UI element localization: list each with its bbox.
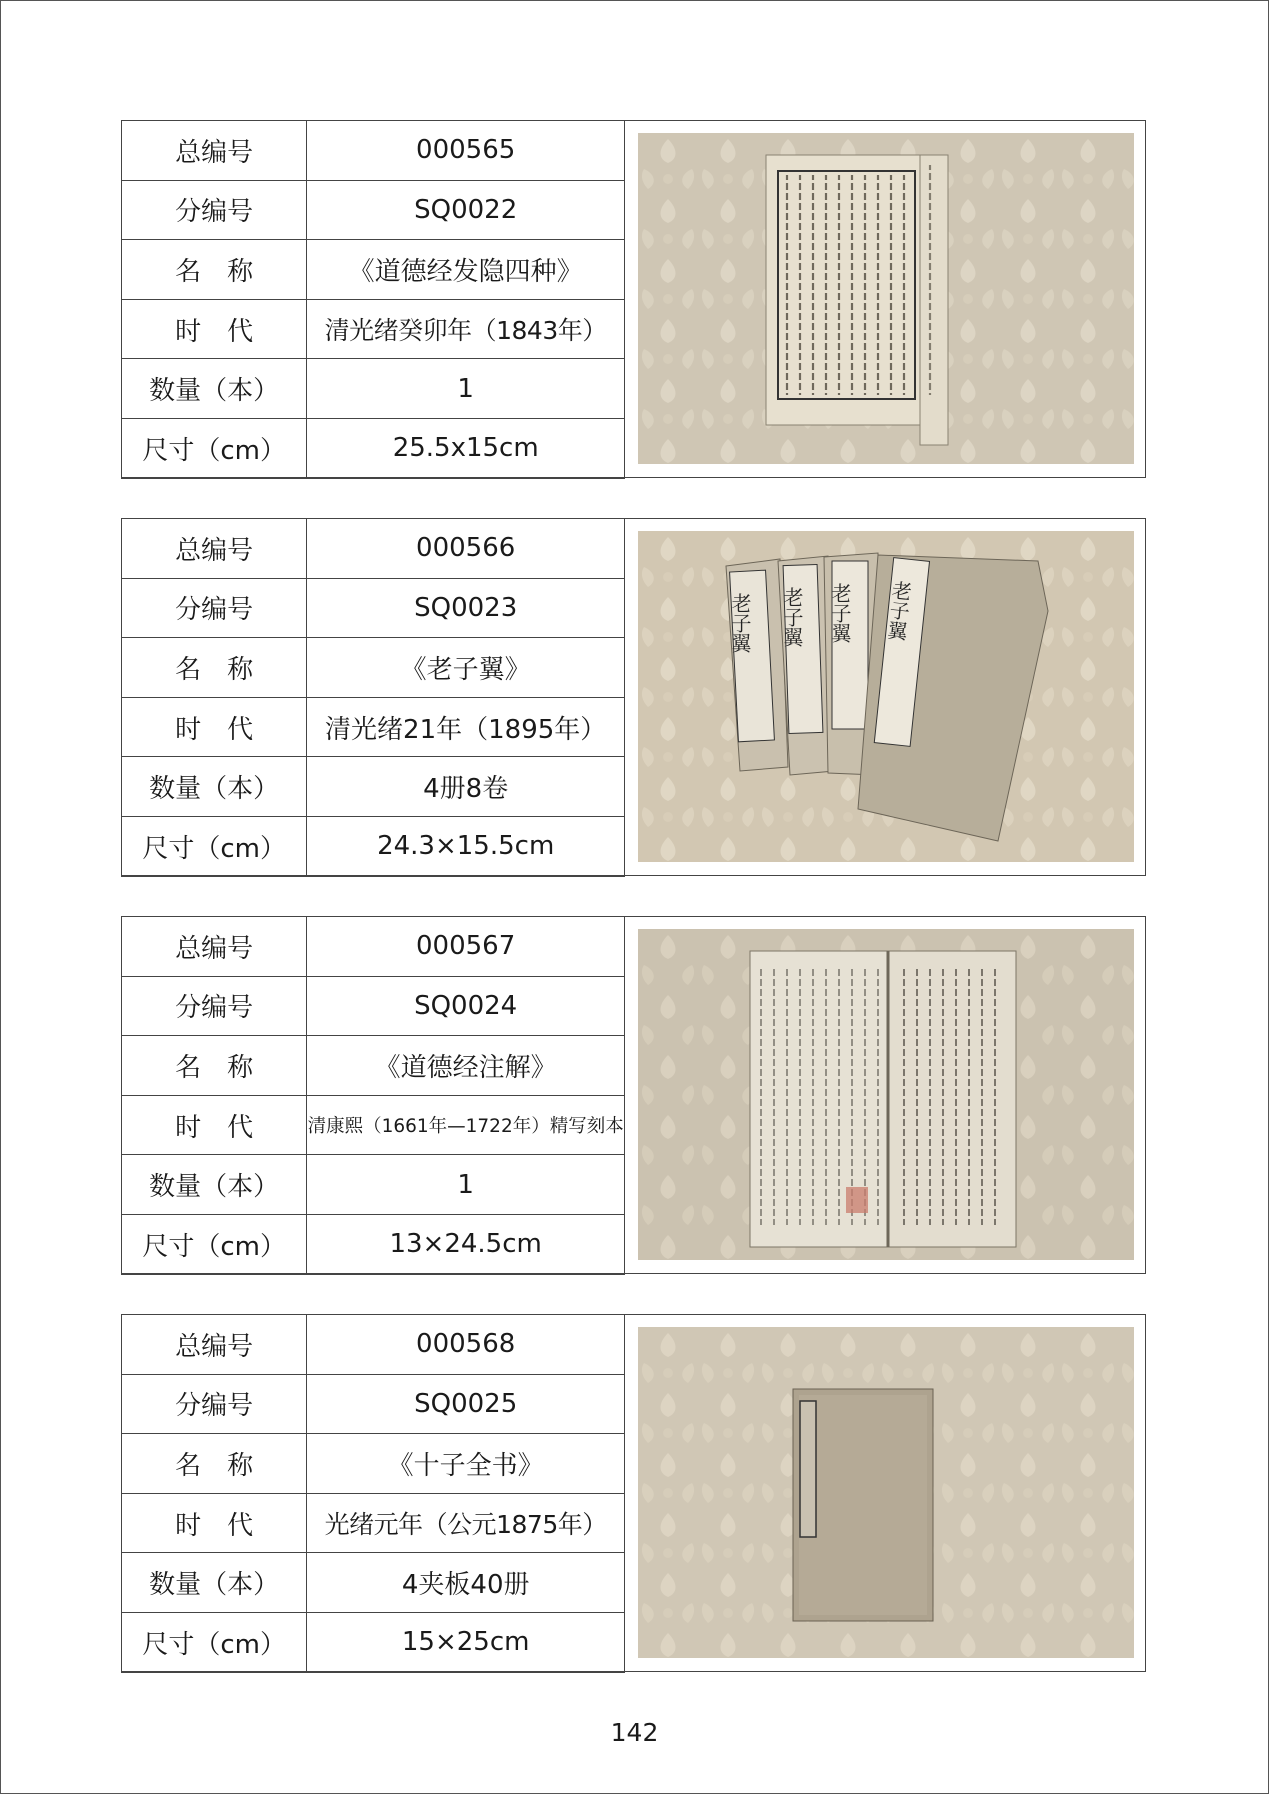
quantity-value: 4册8卷 <box>307 757 625 817</box>
name-label: 名 称 <box>122 1036 307 1096</box>
table-row <box>122 418 625 478</box>
quantity-value: 1 <box>307 359 625 419</box>
name-label: 名 称 <box>122 1434 307 1494</box>
size-value: 24.3×15.5cm <box>307 816 625 876</box>
name-value: 《道德经注解》 <box>307 1036 625 1096</box>
total-no-label: 总编号 <box>122 519 307 579</box>
size-label: 尺寸（cm） <box>122 418 307 478</box>
book-photo <box>638 1327 1134 1658</box>
record-table <box>121 916 625 1275</box>
record-card <box>121 916 1146 1274</box>
table-row <box>122 1036 625 1096</box>
table-row <box>122 917 625 977</box>
era-label: 时 代 <box>122 1493 307 1553</box>
size-value: 15×25cm <box>307 1612 625 1672</box>
table-row <box>122 697 625 757</box>
sub-no-label: 分编号 <box>122 578 307 638</box>
table-row <box>122 299 625 359</box>
total-no-value: 000567 <box>307 917 625 977</box>
sub-no-value: SQ0025 <box>307 1374 625 1434</box>
table-row <box>122 816 625 876</box>
book-photo <box>638 531 1134 862</box>
size-value: 13×24.5cm <box>307 1214 625 1274</box>
table-row <box>122 976 625 1036</box>
cover-title: 老子翼 <box>883 579 914 642</box>
total-no-value: 000565 <box>307 121 625 181</box>
table-row <box>122 1214 625 1274</box>
page-number: 142 <box>610 1718 659 1747</box>
book-photo <box>638 929 1134 1260</box>
record-card <box>121 120 1146 478</box>
sub-no-label: 分编号 <box>122 180 307 240</box>
table-row <box>122 757 625 817</box>
quantity-label: 数量（本） <box>122 757 307 817</box>
era-label: 时 代 <box>122 697 307 757</box>
table-row <box>122 1315 625 1375</box>
table-row <box>122 638 625 698</box>
total-no-label: 总编号 <box>122 917 307 977</box>
total-no-value: 000566 <box>307 519 625 579</box>
era-value: 清康熙（1661年—1722年）精写刻本 <box>307 1095 625 1155</box>
table-row <box>122 121 625 181</box>
table-row <box>122 359 625 419</box>
sub-no-label: 分编号 <box>122 976 307 1036</box>
quantity-value: 4夹板40册 <box>307 1553 625 1613</box>
table-row <box>122 1434 625 1494</box>
name-value: 《十子全书》 <box>307 1434 625 1494</box>
size-label: 尺寸（cm） <box>122 816 307 876</box>
record-table <box>121 120 625 479</box>
name-value: 《老子翼》 <box>307 638 625 698</box>
total-no-label: 总编号 <box>122 121 307 181</box>
size-value: 25.5x15cm <box>307 418 625 478</box>
table-row <box>122 180 625 240</box>
era-label: 时 代 <box>122 299 307 359</box>
name-value: 《道德经发隐四种》 <box>307 240 625 300</box>
table-row <box>122 1612 625 1672</box>
total-no-value: 000568 <box>307 1315 625 1375</box>
record-table <box>121 518 625 877</box>
quantity-label: 数量（本） <box>122 1553 307 1613</box>
cover-title: 老子翼 <box>780 587 804 647</box>
name-label: 名 称 <box>122 638 307 698</box>
total-no-label: 总编号 <box>122 1315 307 1375</box>
table-row <box>122 1553 625 1613</box>
cover-title: 老子翼 <box>828 583 852 643</box>
table-row <box>122 519 625 579</box>
sub-no-value: SQ0022 <box>307 180 625 240</box>
book-photo <box>638 133 1134 464</box>
quantity-value: 1 <box>307 1155 625 1215</box>
table-row <box>122 1155 625 1215</box>
sub-no-label: 分编号 <box>122 1374 307 1434</box>
size-label: 尺寸（cm） <box>122 1214 307 1274</box>
table-row <box>122 1493 625 1553</box>
record-card <box>121 1314 1146 1672</box>
era-value: 清光绪21年（1895年） <box>307 697 625 757</box>
record-card <box>121 518 1146 876</box>
era-value: 清光绪癸卯年（1843年） <box>307 299 625 359</box>
name-label: 名 称 <box>122 240 307 300</box>
table-row <box>122 578 625 638</box>
size-label: 尺寸（cm） <box>122 1612 307 1672</box>
quantity-label: 数量（本） <box>122 359 307 419</box>
sub-no-value: SQ0023 <box>307 578 625 638</box>
record-table <box>121 1314 625 1673</box>
quantity-label: 数量（本） <box>122 1155 307 1215</box>
table-row <box>122 1095 625 1155</box>
sub-no-value: SQ0024 <box>307 976 625 1036</box>
table-row <box>122 1374 625 1434</box>
era-label: 时 代 <box>122 1095 307 1155</box>
table-row <box>122 240 625 300</box>
era-value: 光绪元年（公元1875年） <box>307 1493 625 1553</box>
cover-title: 老子翼 <box>728 593 752 653</box>
